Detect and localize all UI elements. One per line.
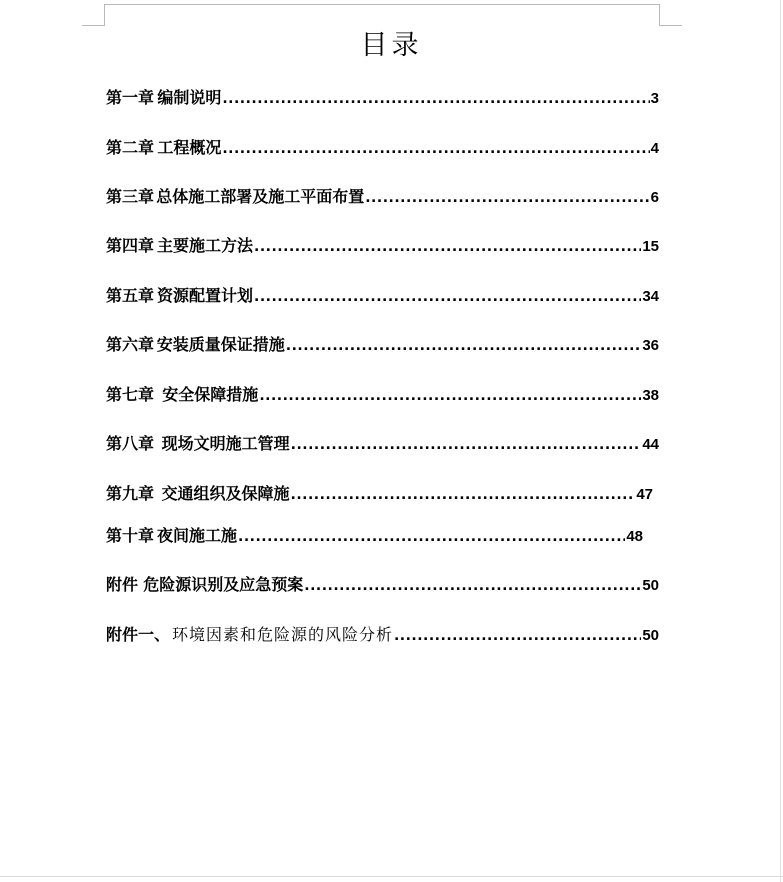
toc-label: 第六章 [106,335,155,354]
toc-page-number: 34 [642,288,659,305]
toc-label: 第四章 [106,236,155,255]
dot-leader [222,87,649,111]
toc-title: 工程概况 [157,138,222,157]
toc-label: 第三章 [106,187,155,206]
toc-entry[interactable] [106,383,659,407]
dot-leader [365,186,649,210]
toc-title: 环境因素和危险源的风险分析 [171,625,393,644]
dot-leader [254,285,641,309]
page-right-edge [780,0,781,882]
dot-leader [222,137,649,161]
toc-title: 交通组织及保障施 [161,484,290,503]
toc-page-number: 48 [626,528,643,545]
margin-mark [82,25,105,26]
toc-page-number: 38 [642,387,659,404]
toc-page-number: 36 [642,337,659,354]
toc-label: 附件一、 [106,625,171,644]
toc-title: 主要施工方法 [157,236,254,255]
dot-leader [259,384,641,408]
toc-page-number: 3 [650,90,659,107]
page-title: 目录 [360,30,423,61]
margin-mark [104,4,105,26]
toc-page-number: 50 [642,577,659,594]
toc-title: 现场文明施工管理 [161,434,290,453]
toc-label: 第八章 [106,434,155,453]
toc-title: 编制说明 [157,88,222,107]
toc-entry[interactable] [106,136,659,160]
margin-mark [104,4,660,5]
toc-entry[interactable] [106,284,659,308]
toc-label: 第二章 [106,138,155,157]
toc-title: 总体施工部署及施工平面布置 [156,187,365,206]
toc-label: 第九章 [106,484,155,503]
toc-entry[interactable] [106,482,653,506]
toc-page-number: 47 [636,486,653,503]
dot-leader [286,334,642,358]
margin-mark [659,4,660,26]
toc-page-number: 50 [642,627,659,644]
dot-leader [291,433,642,457]
dot-leader [394,624,641,648]
toc-label: 第一章 [106,88,155,107]
toc-label: 附件 [106,575,139,594]
toc-page-number: 4 [650,140,659,157]
toc-label: 第十章 [106,526,155,545]
toc-entry[interactable] [106,623,659,647]
toc-page-number: 6 [650,189,659,206]
toc-title: 安装质量保证措施 [156,335,285,354]
toc-page-number: 15 [642,238,659,255]
toc-entry[interactable] [106,432,659,456]
page-bottom-edge [0,876,783,877]
dot-leader [254,235,641,259]
toc-page-number: 44 [642,436,659,453]
toc-title: 夜间施工施 [157,526,238,545]
toc-title: 资源配置计划 [157,286,254,305]
dot-leader [304,574,641,598]
margin-mark [659,25,682,26]
toc-entry[interactable] [106,524,643,548]
toc-entry[interactable] [106,573,659,597]
dot-leader [238,525,625,549]
toc-label: 第七章 [106,385,155,404]
toc-title: 危险源识别及应急预案 [143,575,304,594]
toc-entry[interactable] [106,234,659,258]
toc-entry[interactable] [106,185,659,209]
toc-entry[interactable] [106,86,659,110]
toc-entry[interactable] [106,333,659,357]
toc-title: 安全保障措施 [162,385,259,404]
toc-label: 第五章 [106,286,155,305]
dot-leader [291,483,636,507]
